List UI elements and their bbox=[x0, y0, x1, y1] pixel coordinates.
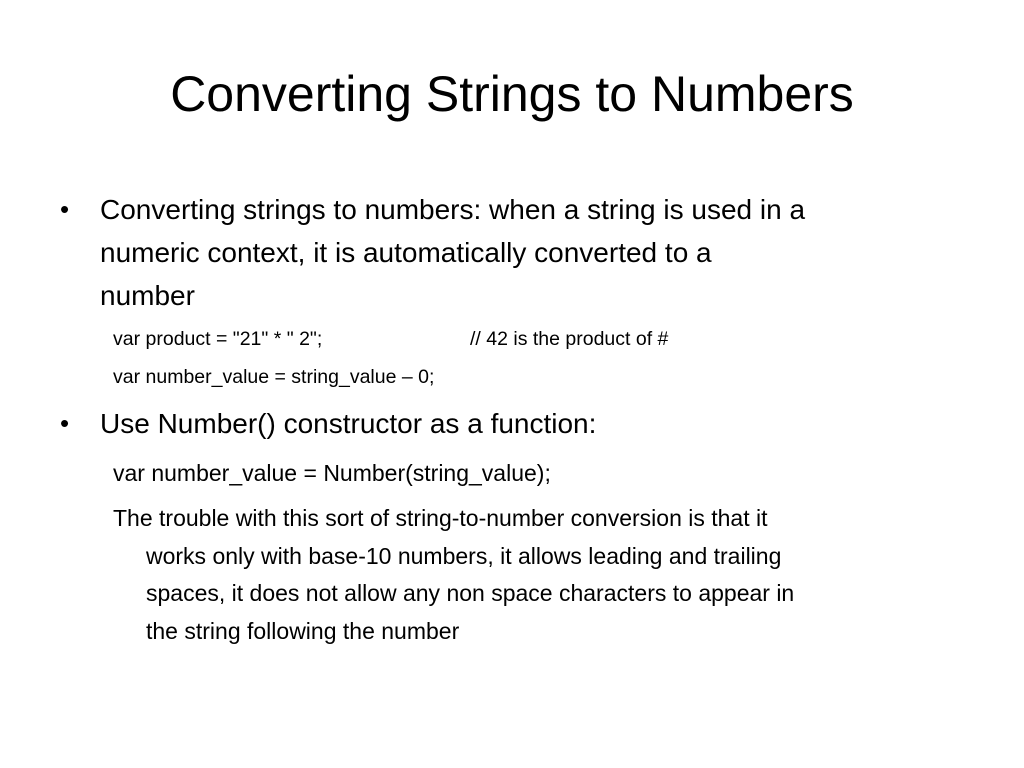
code-example bbox=[113, 327, 669, 351]
code-line: var product = "21" * " 2"; bbox=[113, 328, 323, 350]
paragraph-line: the string following the number bbox=[146, 617, 460, 644]
bullet-text-line: number bbox=[100, 280, 195, 311]
paragraph-line: spaces, it does not allow any non space characters to appear in bbox=[146, 580, 795, 606]
code-line: var number_value = string_value – 0; bbox=[113, 366, 435, 388]
bullet-text-line: Converting strings to numbers: when a string is used in a bbox=[100, 194, 806, 225]
code-line: var number_value = Number(string_value); bbox=[113, 460, 551, 486]
bullet-marker: • bbox=[60, 408, 70, 438]
bullet-item bbox=[60, 188, 960, 317]
code-example bbox=[113, 365, 434, 389]
paragraph-line: works only with base-10 numbers, it allows leading and trailing bbox=[146, 542, 782, 569]
explanation-paragraph bbox=[113, 500, 794, 650]
code-example bbox=[113, 455, 551, 492]
bullet-text-line: numeric context, it is automatically converted to a bbox=[100, 237, 712, 268]
slide-title: Converting Strings to Numbers bbox=[170, 66, 854, 122]
bullet-text-line: Use Number() constructor as a function: bbox=[100, 408, 597, 439]
bullet-marker: • bbox=[60, 194, 70, 224]
bullet-item bbox=[60, 402, 960, 445]
code-comment: // 42 is the product of # bbox=[470, 328, 669, 350]
paragraph-line: The trouble with this sort of string-to-number conversion is that it bbox=[113, 505, 768, 531]
